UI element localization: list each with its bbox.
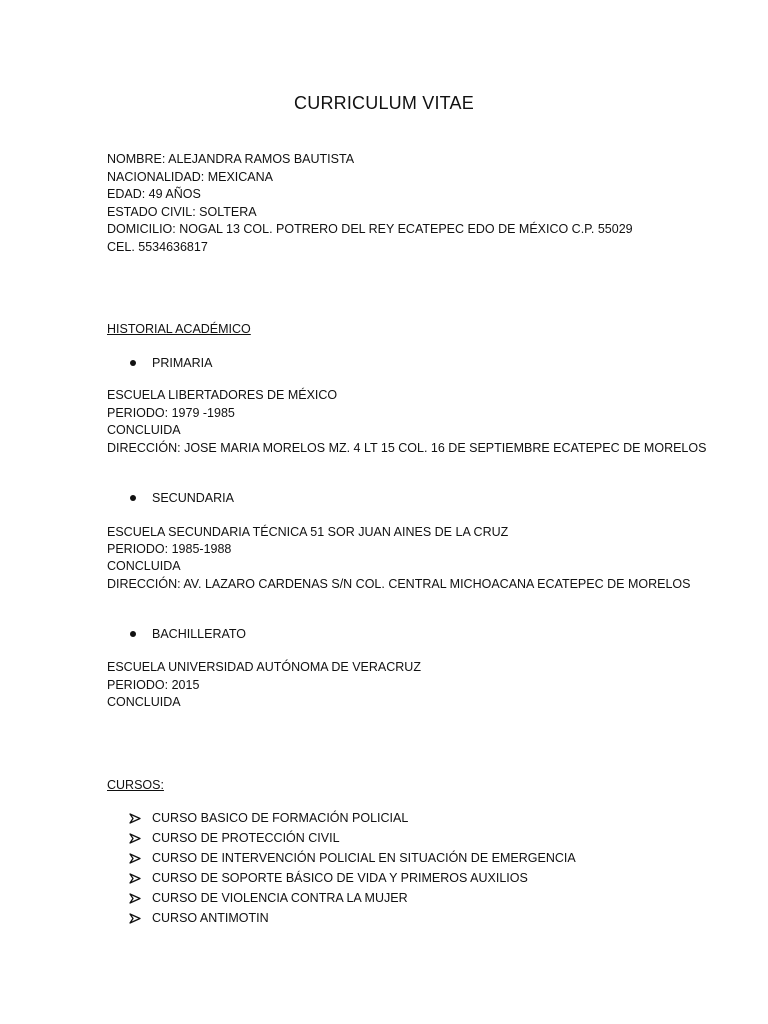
personal-phone: CEL. 5534636817 [107,240,208,254]
arrow-bullet-icon [129,813,141,824]
school-period: PERIODO: 1979 -1985 [107,406,235,420]
course-item [129,830,340,847]
course-label: CURSO DE INTERVENCIÓN POLICIAL EN SITUACIÓN DE EMERGENCIA [152,851,576,865]
course-label: CURSO ANTIMOTIN [152,911,269,925]
course-label: CURSO DE VIOLENCIA CONTRA LA MUJER [152,891,408,905]
level-secundaria [130,490,234,507]
document-title: CURRICULUM VITAE [294,93,474,113]
school-address: DIRECCIÓN: AV. LAZARO CARDENAS S/N COL. CENTRAL MICHOACANA ECATEPEC DE MORELOS [107,577,691,591]
school-period: PERIODO: 2015 [107,678,200,692]
school-status: CONCLUIDA [107,559,181,573]
course-item [129,810,408,827]
personal-address: DOMICILIO: NOGAL 13 COL. POTRERO DEL REY ECATEPEC EDO DE MÉXICO C.P. 55029 [107,222,633,236]
bullet-icon [130,495,136,501]
bullet-icon [130,360,136,366]
arrow-bullet-icon [129,873,141,884]
course-item [129,910,269,927]
personal-age: EDAD: 49 AÑOS [107,187,201,201]
academic-heading: HISTORIAL ACADÉMICO [107,322,251,336]
school-status: CONCLUIDA [107,423,181,437]
course-label: CURSO DE PROTECCIÓN CIVIL [152,831,340,845]
school-name: ESCUELA UNIVERSIDAD AUTÓNOMA DE VERACRUZ [107,660,421,674]
level-label: BACHILLERATO [152,627,247,641]
level-label: SECUNDARIA [152,491,234,505]
school-address: DIRECCIÓN: JOSE MARIA MORELOS MZ. 4 LT 15 COL. 16 DE SEPTIEMBRE ECATEPEC DE MORELOS [107,441,707,455]
school-name: ESCUELA LIBERTADORES DE MÉXICO [107,388,338,402]
level-bachillerato [130,626,246,643]
course-item [129,870,528,887]
courses-heading: CURSOS: [107,778,164,792]
school-name: ESCUELA SECUNDARIA TÉCNICA 51 SOR JUAN AINES DE LA CRUZ [107,525,509,539]
arrow-bullet-icon [129,913,141,924]
course-item [129,890,408,907]
level-label: PRIMARIA [152,356,213,370]
personal-name: NOMBRE: ALEJANDRA RAMOS BAUTISTA [107,152,355,166]
level-primaria [130,355,212,372]
school-period: PERIODO: 1985-1988 [107,542,232,556]
arrow-bullet-icon [129,893,141,904]
arrow-bullet-icon [129,833,141,844]
arrow-bullet-icon [129,853,141,864]
course-item [129,850,576,867]
school-status: CONCLUIDA [107,695,181,709]
personal-civil-status: ESTADO CIVIL: SOLTERA [107,205,257,219]
course-label: CURSO DE SOPORTE BÁSICO DE VIDA Y PRIMEROS AUXILIOS [152,871,528,885]
bullet-icon [130,631,136,637]
personal-nationality: NACIONALIDAD: MEXICANA [107,170,274,184]
course-label: CURSO BASICO DE FORMACIÓN POLICIAL [152,811,409,825]
